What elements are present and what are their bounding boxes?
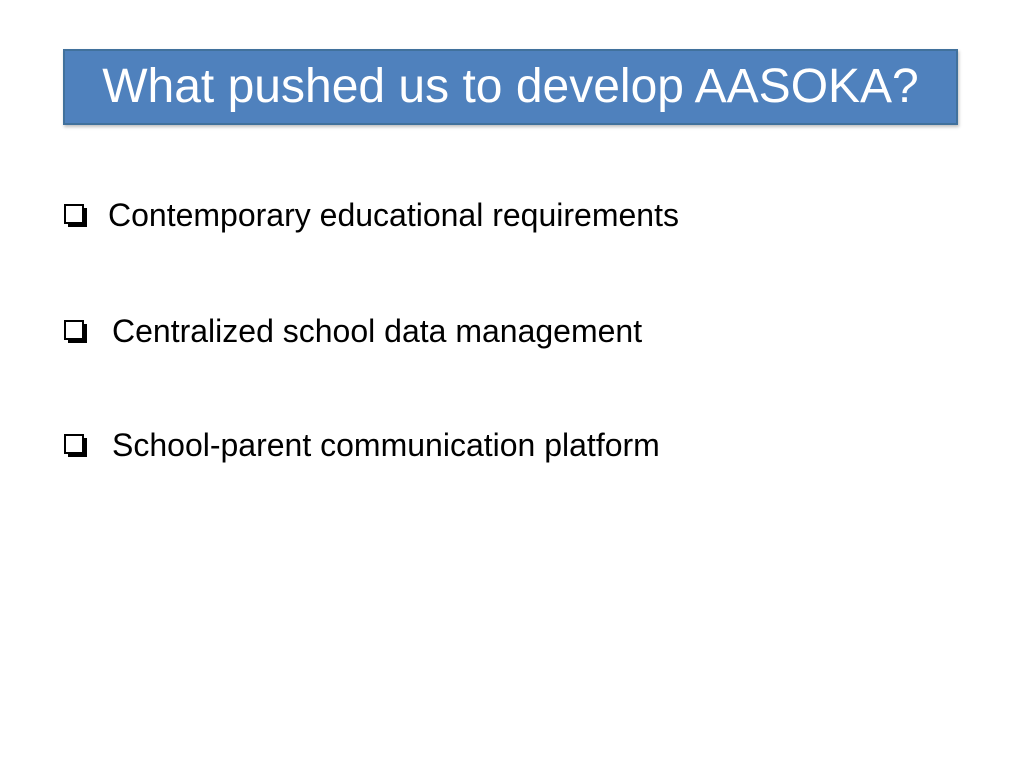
bullet-item [64, 429, 660, 461]
bullet-item [64, 199, 679, 231]
checkbox-square-icon [64, 434, 86, 456]
checkbox-square-icon [64, 320, 86, 342]
bullet-item [64, 315, 642, 347]
bullet-text: School-parent communication platform [112, 427, 660, 463]
bullet-text: Centralized school data management [112, 313, 643, 349]
checkbox-square-icon [64, 204, 86, 226]
title-box [63, 49, 958, 125]
slide-title: What pushed us to develop AASOKA? [102, 60, 919, 113]
bullet-text: Contemporary educational requirements [108, 197, 679, 233]
